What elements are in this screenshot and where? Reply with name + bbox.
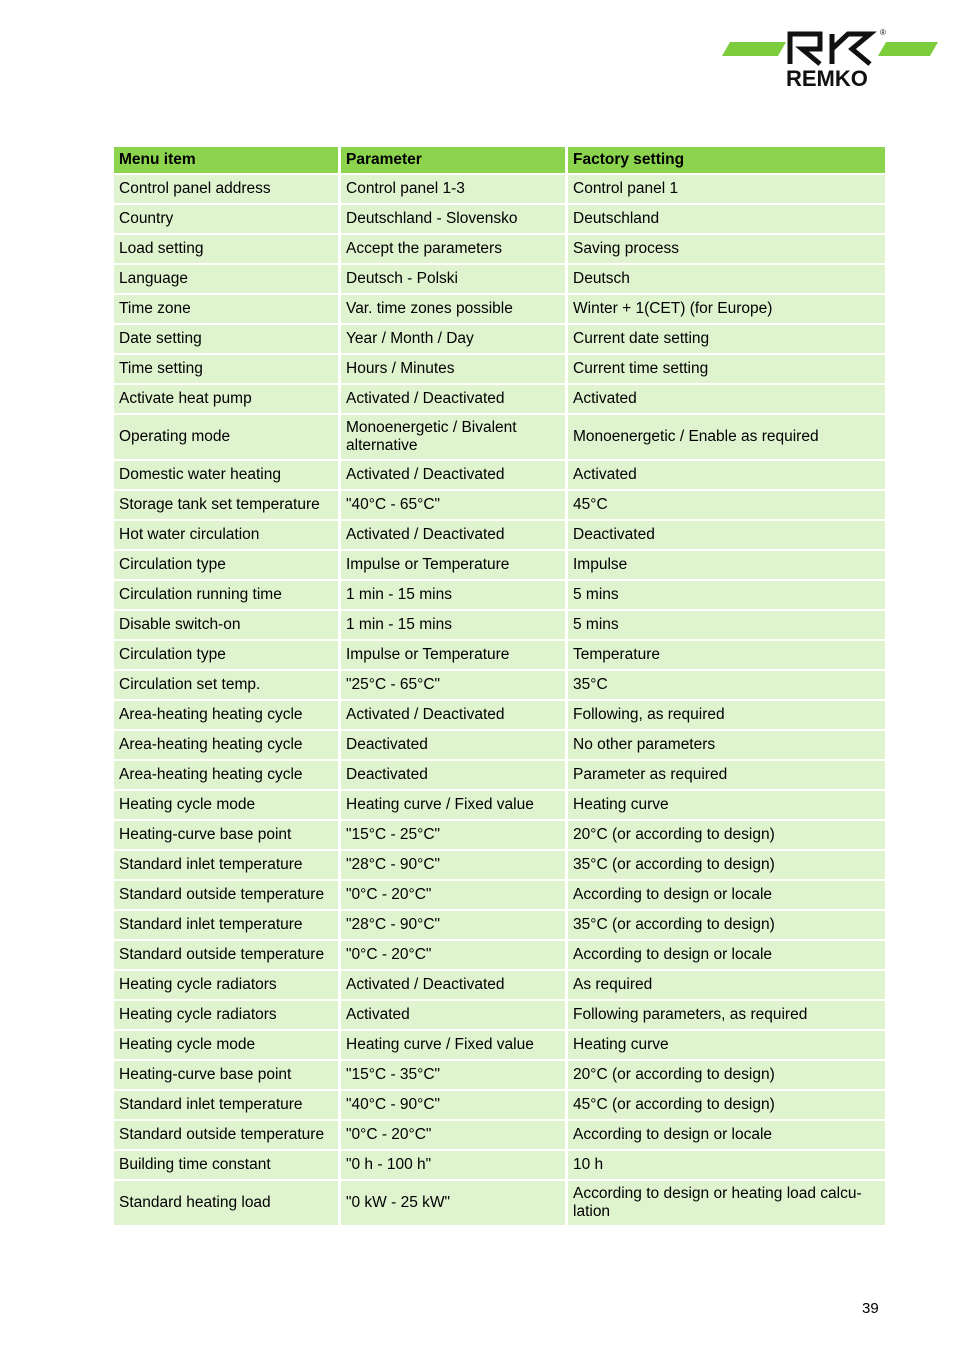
menu-item-cell: Load setting — [114, 235, 341, 265]
parameter-cell: Heating curve / Fixed value — [341, 1031, 568, 1061]
parameter-cell: Heating curve / Fixed value — [341, 791, 568, 821]
menu-item-cell: Activate heat pump — [114, 385, 341, 415]
menu-item-cell: Circulation running time — [114, 581, 341, 611]
menu-item-cell: Heating cycle mode — [114, 1031, 341, 1061]
menu-item-cell: Building time constant — [114, 1151, 341, 1181]
factory-setting-cell: Winter + 1(CET) (for Europe) — [568, 295, 885, 325]
logo-stripe-left — [722, 42, 786, 56]
table-row — [114, 641, 885, 671]
factory-setting-cell: Deutschland — [568, 205, 885, 235]
column-header-menu-item: Menu item — [114, 147, 341, 175]
table-row — [114, 1181, 885, 1227]
menu-item-cell: Area-heating heating cycle — [114, 731, 341, 761]
factory-setting-cell: Deutsch — [568, 265, 885, 295]
factory-setting-cell: Following parameters, as required — [568, 1001, 885, 1031]
menu-item-cell: Heating-curve base point — [114, 1061, 341, 1091]
parameter-cell: Impulse or Temperature — [341, 551, 568, 581]
parameter-cell: "28°C - 90°C" — [341, 851, 568, 881]
table-row — [114, 295, 885, 325]
factory-setting-cell: According to design or locale — [568, 1121, 885, 1151]
parameter-cell: "28°C - 90°C" — [341, 911, 568, 941]
factory-setting-cell: Temperature — [568, 641, 885, 671]
menu-item-cell: Language — [114, 265, 341, 295]
factory-setting-cell: 35°C (or according to design) — [568, 911, 885, 941]
table-row — [114, 791, 885, 821]
factory-setting-cell: Heating curve — [568, 1031, 885, 1061]
factory-setting-cell: Current date setting — [568, 325, 885, 355]
menu-item-cell: Standard outside temperature — [114, 941, 341, 971]
parameter-cell: Hours / Minutes — [341, 355, 568, 385]
parameter-cell: "15°C - 35°C" — [341, 1061, 568, 1091]
menu-item-cell: Standard outside temperature — [114, 1121, 341, 1151]
remko-logo — [724, 28, 938, 94]
parameter-cell: "25°C - 65°C" — [341, 671, 568, 701]
factory-setting-cell: Control panel 1 — [568, 175, 885, 205]
table-row — [114, 971, 885, 1001]
factory-setting-cell: 5 mins — [568, 611, 885, 641]
table-row — [114, 235, 885, 265]
factory-setting-cell: Deactivated — [568, 521, 885, 551]
table-row — [114, 821, 885, 851]
table-row — [114, 1031, 885, 1061]
factory-setting-cell: 35°C (or according to design) — [568, 851, 885, 881]
parameter-cell: Activated / Deactivated — [341, 385, 568, 415]
table-row — [114, 1151, 885, 1181]
parameter-cell: "0 kW - 25 kW" — [341, 1181, 568, 1227]
parameter-cell: "15°C - 25°C" — [341, 821, 568, 851]
factory-setting-cell: 35°C — [568, 671, 885, 701]
table-row — [114, 355, 885, 385]
table-row — [114, 1121, 885, 1151]
table-row — [114, 611, 885, 641]
factory-setting-cell: Parameter as required — [568, 761, 885, 791]
parameter-cell: "0°C - 20°C" — [341, 1121, 568, 1151]
menu-item-cell: Hot water circulation — [114, 521, 341, 551]
menu-item-cell: Standard inlet temperature — [114, 851, 341, 881]
factory-setting-cell: According to design or heating load calcu-lation — [568, 1181, 885, 1227]
table-row — [114, 325, 885, 355]
menu-item-cell: Heating-curve base point — [114, 821, 341, 851]
parameter-cell: "0°C - 20°C" — [341, 881, 568, 911]
logo-stripe-right — [878, 42, 938, 56]
menu-item-cell: Domestic water heating — [114, 461, 341, 491]
menu-item-cell: Area-heating heating cycle — [114, 761, 341, 791]
menu-item-cell: Circulation type — [114, 641, 341, 671]
table-row — [114, 385, 885, 415]
menu-item-cell: Date setting — [114, 325, 341, 355]
menu-item-cell: Country — [114, 205, 341, 235]
table-row — [114, 911, 885, 941]
menu-item-cell: Standard heating load — [114, 1181, 341, 1227]
table-row — [114, 461, 885, 491]
table-row — [114, 1061, 885, 1091]
menu-item-cell: Control panel address — [114, 175, 341, 205]
factory-setting-cell: Following, as required — [568, 701, 885, 731]
table-row — [114, 701, 885, 731]
parameter-cell: Impulse or Temperature — [341, 641, 568, 671]
menu-item-cell: Operating mode — [114, 415, 341, 461]
menu-item-cell: Heating cycle mode — [114, 791, 341, 821]
factory-setting-cell: 45°C (or according to design) — [568, 1091, 885, 1121]
table-row — [114, 1091, 885, 1121]
factory-setting-cell: According to design or locale — [568, 941, 885, 971]
menu-item-cell: Circulation type — [114, 551, 341, 581]
factory-setting-cell: Heating curve — [568, 791, 885, 821]
registered-mark: ® — [880, 28, 886, 37]
logo-wordmark: REMKO — [786, 66, 868, 91]
factory-setting-cell: 45°C — [568, 491, 885, 521]
factory-setting-cell: Impulse — [568, 551, 885, 581]
table-row — [114, 731, 885, 761]
factory-setting-cell: 5 mins — [568, 581, 885, 611]
menu-item-cell: Circulation set temp. — [114, 671, 341, 701]
factory-setting-cell: Monoenergetic / Enable as required — [568, 415, 885, 461]
table-row — [114, 671, 885, 701]
column-header-factory-setting: Factory setting — [568, 147, 885, 175]
menu-item-cell: Standard outside temperature — [114, 881, 341, 911]
table-row — [114, 265, 885, 295]
factory-setting-cell: 20°C (or according to design) — [568, 821, 885, 851]
table-row — [114, 205, 885, 235]
parameter-cell: Monoenergetic / Bivalent alternative — [341, 415, 568, 461]
parameter-cell: "40°C - 65°C" — [341, 491, 568, 521]
menu-item-cell: Standard inlet temperature — [114, 1091, 341, 1121]
table-row — [114, 175, 885, 205]
menu-item-cell: Heating cycle radiators — [114, 1001, 341, 1031]
parameter-cell: "0°C - 20°C" — [341, 941, 568, 971]
parameter-cell: 1 min - 15 mins — [341, 611, 568, 641]
menu-item-cell: Area-heating heating cycle — [114, 701, 341, 731]
parameter-cell: Activated / Deactivated — [341, 701, 568, 731]
factory-setting-cell: Current time setting — [568, 355, 885, 385]
menu-item-cell: Standard inlet temperature — [114, 911, 341, 941]
factory-settings-table — [114, 147, 885, 1227]
menu-item-cell: Time zone — [114, 295, 341, 325]
parameter-cell: Deactivated — [341, 731, 568, 761]
parameter-cell: Deutsch - Polski — [341, 265, 568, 295]
factory-setting-cell: 10 h — [568, 1151, 885, 1181]
table-row — [114, 941, 885, 971]
table-row — [114, 491, 885, 521]
parameter-cell: Activated / Deactivated — [341, 521, 568, 551]
parameter-cell: Var. time zones possible — [341, 295, 568, 325]
table-row — [114, 581, 885, 611]
factory-setting-cell: As required — [568, 971, 885, 1001]
page-number: 39 — [862, 1300, 879, 1317]
parameter-cell: Control panel 1-3 — [341, 175, 568, 205]
parameter-cell: Deactivated — [341, 761, 568, 791]
table-row — [114, 551, 885, 581]
table-row — [114, 881, 885, 911]
table-row — [114, 761, 885, 791]
menu-item-cell: Disable switch-on — [114, 611, 341, 641]
factory-setting-cell: 20°C (or according to design) — [568, 1061, 885, 1091]
table-row — [114, 521, 885, 551]
parameter-cell: "40°C - 90°C" — [341, 1091, 568, 1121]
remko-emblem-icon — [786, 30, 878, 66]
table-row — [114, 851, 885, 881]
factory-setting-cell: Activated — [568, 385, 885, 415]
parameter-cell: Activated — [341, 1001, 568, 1031]
table-header-row — [114, 147, 885, 175]
factory-setting-cell: Activated — [568, 461, 885, 491]
factory-setting-cell: No other parameters — [568, 731, 885, 761]
menu-item-cell: Time setting — [114, 355, 341, 385]
parameter-cell: 1 min - 15 mins — [341, 581, 568, 611]
parameter-cell: Activated / Deactivated — [341, 971, 568, 1001]
menu-item-cell: Heating cycle radiators — [114, 971, 341, 1001]
factory-setting-cell: According to design or locale — [568, 881, 885, 911]
parameter-cell: Year / Month / Day — [341, 325, 568, 355]
parameter-cell: "0 h - 100 h" — [341, 1151, 568, 1181]
table-row — [114, 1001, 885, 1031]
parameter-cell: Deutschland - Slovensko — [341, 205, 568, 235]
parameter-cell: Accept the parameters — [341, 235, 568, 265]
parameter-cell: Activated / Deactivated — [341, 461, 568, 491]
factory-setting-cell: Saving process — [568, 235, 885, 265]
menu-item-cell: Storage tank set temperature — [114, 491, 341, 521]
column-header-parameter: Parameter — [341, 147, 568, 175]
table-row — [114, 415, 885, 461]
